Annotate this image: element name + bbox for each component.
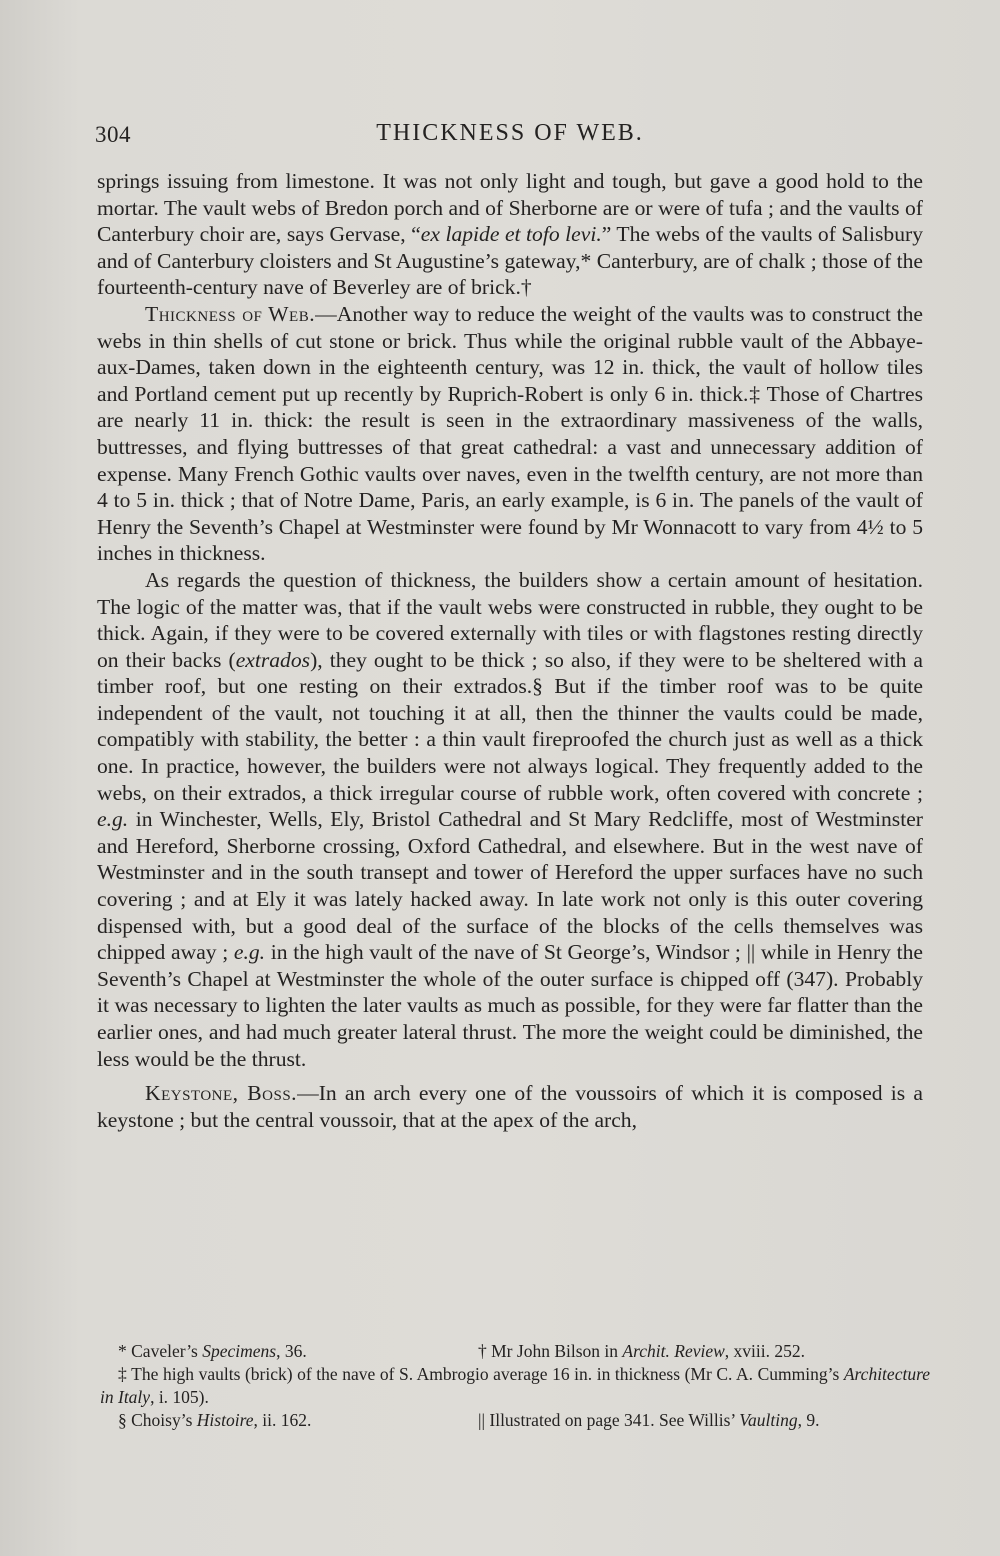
text-run: As regards the question of thickness, the builders show a certain amount of hesitation. The logic of the matter was, that if the vault webs were constructed in rubble, they ought to be thick. Again, if they were to be covered externally with tiles or with flagstones resting directly on their backs ( xyxy=(97,567,923,672)
italic-run: Archit. Review xyxy=(622,1341,725,1361)
footnote-dagger xyxy=(478,1340,805,1363)
italic-run: e.g. xyxy=(97,807,129,832)
text-run: springs issuing from limestone. It was not only light and tough, but gave a good hold to the mortar. The vault webs of Bredon porch and of Sherborne are or were of tufa ; and the vaults of Canterbury choir are, says Gervase, “ xyxy=(97,169,923,247)
text-run: —Another way to reduce the weight of the vaults was to construct the webs in thin shells of cut stone or brick. Thus while the original rubble vault of the Abbaye-aux-Dames, taken down in the eighteenth century, was 12 in. thick, the vault of hollow tiles and Portland cement put up recently by Ruprich-Robert is only 6 in. thick.‡ Those of Chartres are nearly 11 in. thick: the result is seen in the extraordinary massiveness of the walls, buttresses, and flying buttresses of that great cathedral: a vast and unnecessary addition of expense. Many French Gothic vaults over naves, even in the twelfth century, are not more than 4 to 5 in. thick ; that of Notre Dame, Paris, an early example, is 6 in. The panels of the vault of Henry the Seventh’s Chapel at Westminster were found by Mr Wonnacott to vary from 4½ to 5 inches in thickness. xyxy=(97,301,923,566)
page-header xyxy=(95,118,925,158)
section-heading: Thickness of Web. xyxy=(145,301,316,326)
footnote-asterisk xyxy=(118,1340,307,1363)
footnotes xyxy=(100,1340,930,1432)
text-run: || Illustrated on page 341. See Willis’ xyxy=(478,1410,740,1430)
italic-run: Specimens xyxy=(202,1341,277,1361)
page-number: 304 xyxy=(95,122,131,147)
text-run: , xviii. 252. xyxy=(724,1341,805,1361)
text-run: § Choisy’s xyxy=(118,1410,197,1430)
text-run: ‡ The high vaults (brick) of the nave of S. Ambrogio average 16 in. in thickness (Mr C. A. Cumming’s xyxy=(118,1364,844,1384)
paragraph-3 xyxy=(97,567,923,1072)
italic-run: extrados xyxy=(235,647,311,672)
paragraph-1 xyxy=(97,168,923,301)
italic-run: Histoire xyxy=(196,1410,254,1430)
text-run: ” The webs of the vaults of Salisbury and of Canterbury cloisters and St Augustine’s gateway,* Canterbury, are of chalk ; those of the fourteenth-century nave of Beverley are of brick.† xyxy=(97,222,923,300)
text-run: † Mr John Bilson in xyxy=(478,1341,623,1361)
italic-run: Architecture in Italy xyxy=(100,1364,930,1407)
footnote-row xyxy=(100,1409,930,1432)
footnote-section xyxy=(118,1409,311,1432)
section-heading: Keystone, Boss. xyxy=(145,1081,298,1106)
footnote-row xyxy=(100,1340,930,1363)
footnote-parallel xyxy=(478,1409,820,1432)
text-run: in the high vault of the nave of St George’s, Windsor ; || while in Henry the Seventh’s Chapel at Westminster the whole of the outer surface is chipped off (347). Probably it was necessary to lighten the later vaults as much as possible, for they were far flatter than the earlier ones, and had much greater lateral thrust. The more the weight could be diminished, the less would be the thrust. xyxy=(97,940,923,1071)
paragraph-2 xyxy=(97,301,923,567)
italic-run: Vaulting xyxy=(739,1410,798,1430)
text-run: ), they ought to be thick ; so also, if they were to be sheltered with a timber roof, but one resting on their extrados.§ But if the timber roof was to be quite independent of the vault, not touching it at all, then the thinner the vaults could be made, compatibly with stability, the better : a thin vault fireproofed the church just as well as a thick one. In practice, however, the builders were not always logical. They frequently added to the webs, on their extrados, a thick irregular course of rubble work, often covered with concrete ; xyxy=(97,647,924,805)
text-run: in Winchester, Wells, Ely, Bristol Cathedral and St Mary Redcliffe, most of Westminster and Hereford, Sherborne crossing, Oxford Cathedral, and elsewhere. But in the west nave of Westminster and in the south transept and tower of Hereford the upper surfaces have no such covering ; and at Ely it was lately hacked away. In late work not only is this outer covering dispensed with, but a good deal of the surface of the blocks of the cells themselves was chipped away ; xyxy=(97,807,923,965)
text-run: * Caveler’s xyxy=(118,1341,203,1361)
text-run: , 9. xyxy=(797,1410,820,1430)
italic-run: ex lapide et tofo levi. xyxy=(420,222,602,247)
text-run: , 36. xyxy=(276,1341,307,1361)
text-run: —In an arch every one of the voussoirs of which it is composed is a keystone ; but the central voussoir, that at the apex of the arch, xyxy=(97,1081,923,1132)
text-run: , i. 105). xyxy=(150,1387,209,1407)
body-text xyxy=(97,168,923,1133)
text-run: , ii. 162. xyxy=(253,1410,312,1430)
italic-run: e.g. xyxy=(233,940,266,965)
running-head: THICKNESS OF WEB. xyxy=(376,120,644,146)
footnote-double-dagger xyxy=(100,1363,930,1409)
paragraph-4 xyxy=(97,1080,923,1133)
